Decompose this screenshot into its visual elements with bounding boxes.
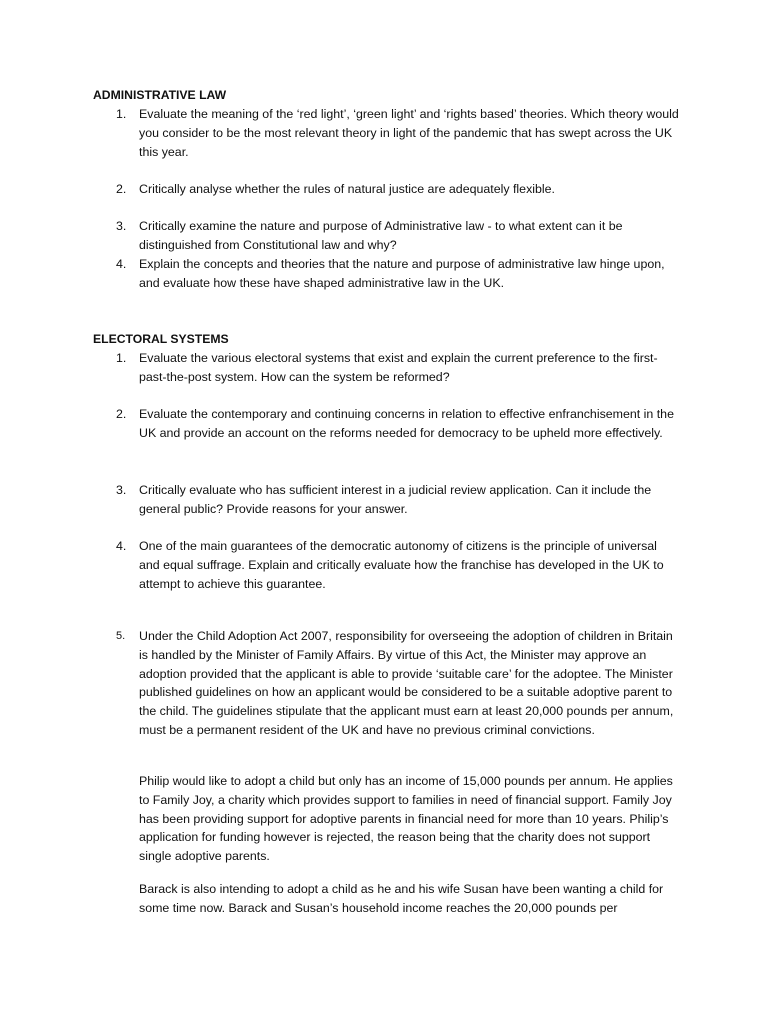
list-item-number: 4.: [116, 539, 127, 553]
list-item-text: Critically evaluate who has sufficient interest in a judicial review application. Can it include the general public? Provide reasons for your answer.: [139, 483, 652, 516]
list-item-number: 2.: [116, 407, 127, 421]
list-item-text: One of the main guarantees of the democratic autonomy of citizens is the principle of universal and equal suffrage. Explain and critically evaluate how the franchise has developed in the UK to attempt to achieve this guarantee.: [139, 539, 664, 591]
list-item-text: Evaluate the various electoral systems that exist and explain the current preference to the first-past-the-post system. How can the system be reformed?: [139, 351, 658, 384]
list-item-number: 5.: [116, 630, 126, 642]
list-item-text: Critically examine the nature and purpose of Administrative law - to what extent can it be distinguished from Constitutional law and why?: [139, 219, 623, 252]
list-item-number: 1.: [116, 351, 127, 365]
list-item-number: 3.: [116, 483, 127, 497]
list-item-text: Evaluate the contemporary and continuing concerns in relation to effective enfranchisement in the UK and provide an account on the reforms needed for democracy to be upheld more effectively.: [139, 407, 674, 440]
section-heading-electoral-systems: ELECTORAL SYSTEMS: [93, 332, 229, 346]
list-item-text: Evaluate the meaning of the ‘red light’, ‘green light’ and ‘rights based’ theories. Which theory would you consider to be the most relevant theory in light of the pandemic that has swept across the UK this year.: [139, 107, 679, 159]
list-item-text: Critically analyse whether the rules of natural justice are adequately flexible.: [139, 182, 555, 196]
list-item-number: 4.: [116, 257, 127, 271]
list-item-text: Under the Child Adoption Act 2007, responsibility for overseeing the adoption of children in Britain is handled by the Minister of Family Affairs. By virtue of this Act, the Minister may approve an adoption provided that the applicant is able to provide ‘suitable care’ for the adoptee. The Minister published guidelines on how an applicant would be considered to be a suitable adoptive parent to the child. The guidelines stipulate that the applicant must earn at least 20,000 pounds per annum, must be a permanent resident of the UK and have no previous criminal convictions.: [139, 629, 674, 737]
list-item-number: 2.: [116, 182, 127, 196]
list-item-text: Explain the concepts and theories that the nature and purpose of administrative law hinge upon, and evaluate how these have shaped administrative law in the UK.: [139, 257, 665, 290]
scenario-paragraph: Barack is also intending to adopt a child as he and his wife Susan have been wanting a child for some time now. Barack and Susan’s household income reaches the 20,000 pounds per: [139, 882, 664, 915]
list-item-number: 1.: [116, 107, 127, 121]
section-heading-administrative-law: ADMINISTRATIVE LAW: [93, 88, 227, 102]
scenario-paragraph: Philip would like to adopt a child but only has an income of 15,000 pounds per annum. He applies to Family Joy, a charity which provides support to families in need of financial support. Family Joy has been providing support for adoptive parents in financial need for more than 10 years. Philip’s application for funding however is rejected, the reason being that the charity does not support single adoptive parents.: [139, 774, 673, 864]
list-item-number: 3.: [116, 219, 127, 233]
